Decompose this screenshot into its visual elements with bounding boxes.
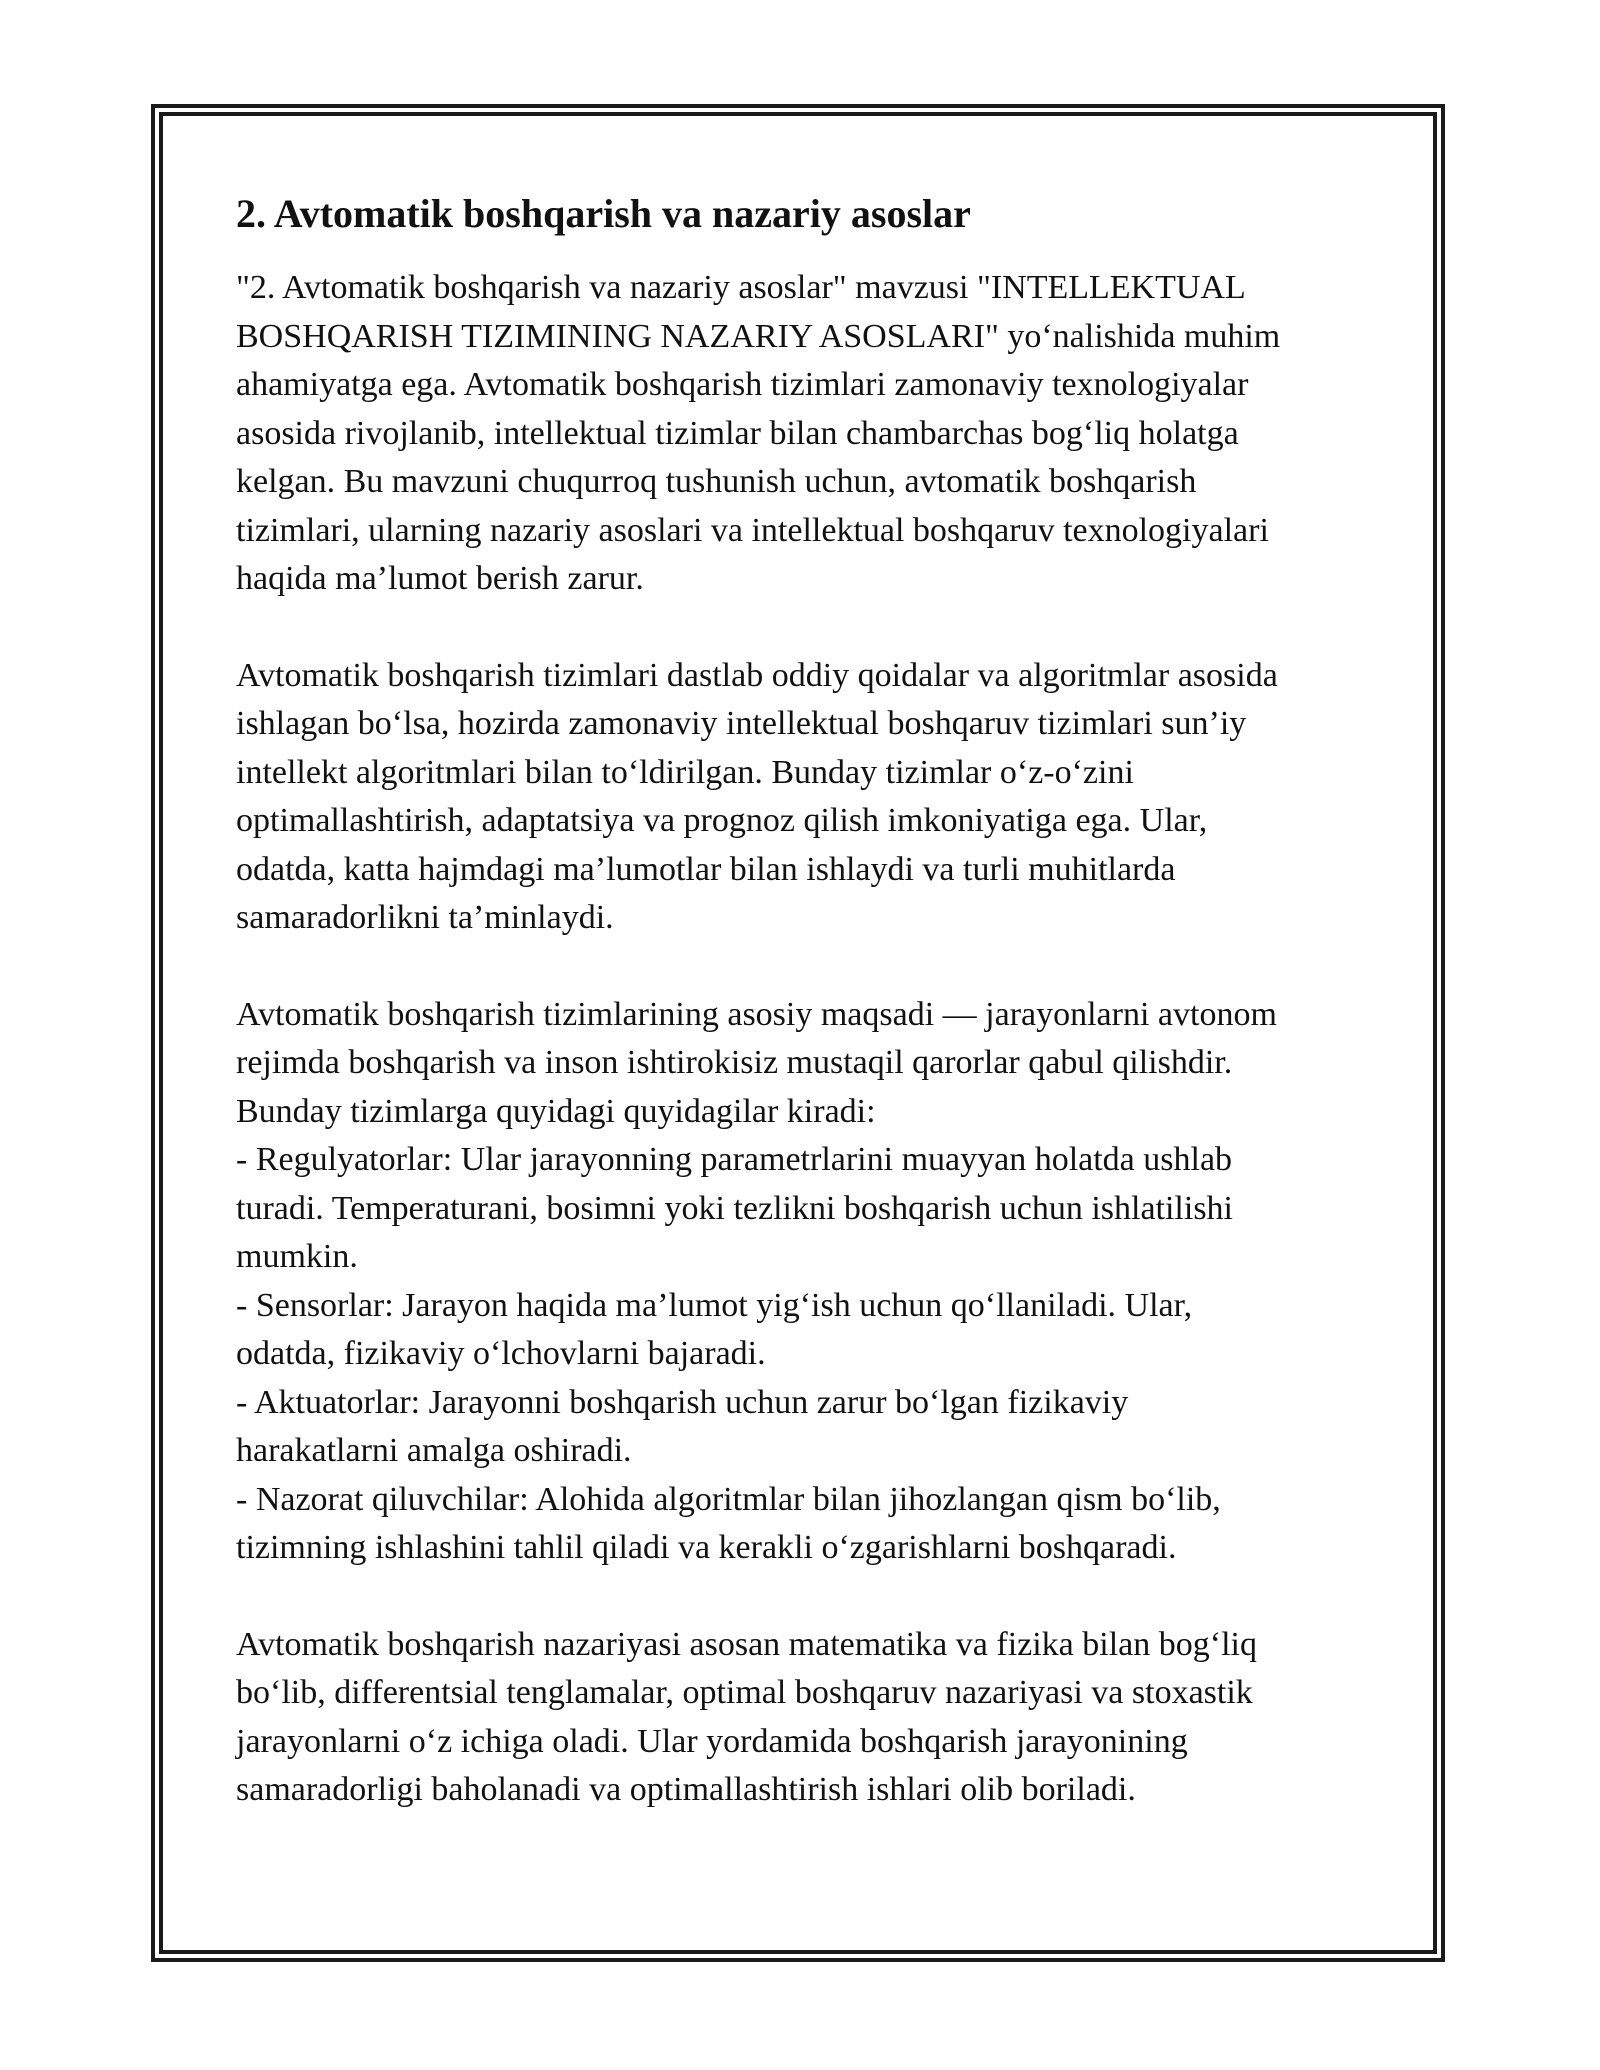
text-line: Bunday tizimlarga quyidagi quyidagilar kiradi: [236,1092,876,1130]
text-line: - Regulyatorlar: Ular jarayonning parametrlarini muayyan holatda ushlab [236,1141,1233,1178]
text-line: asosida rivojlanib, intellektual tizimlar bilan chambarchas bog‘liq holatga [236,414,1239,452]
paragraph-3 [236,991,1376,1573]
text-line: BOSHQARISH TIZIMINING NAZARIY ASOSLARI" yo‘nalishida muhim [236,317,1281,355]
text-line: odatda, fizikaviy o‘lchovlarni bajaradi. [236,1335,766,1372]
document-body [236,186,1376,1863]
text-line: Avtomatik boshqarish tizimlarining asosiy maqsadi — jarayonlarni avtonom [236,995,1277,1033]
text-line: mumkin. [236,1238,358,1275]
text-line: samaradorlikni ta’minlaydi. [236,899,614,936]
text-line: bo‘lib, differentsial tenglamalar, optimal boshqaruv nazariyasi va stoxastik [236,1674,1253,1711]
text-line: optimallashtirish, adaptatsiya va prognoz qilish imkoniyatiga ega. Ular, [236,802,1208,839]
text-line: rejimda boshqarish va inson ishtirokisiz mustaqil qarorlar qabul qilishdir. [236,1044,1233,1081]
text-line: Avtomatik boshqarish nazariyasi asosan matematika va fizika bilan bog‘liq [236,1625,1257,1663]
paragraph-2 [236,652,1376,943]
text-line: odatda, katta hajmdagi ma’lumotlar bilan ishlaydi va turli muhitlarda [236,850,1176,888]
text-line: ahamiyatga ega. Avtomatik boshqarish tizimlari zamonaviy texnologiyalar [236,366,1249,403]
text-line: tizimlari, ularning nazariy asoslari va intellektual boshqaruv texnologiyalari [236,511,1269,549]
text-line: - Sensorlar: Jarayon haqida ma’lumot yig‘ish uchun qo‘llaniladi. Ular, [236,1286,1193,1324]
text-line: intellekt algoritmlari bilan to‘ldirilgan. Bunday tizimlar o‘z-o‘zini [236,753,1134,791]
text-line: - Nazorat qiluvchilar: Alohida algoritmlar bilan jihozlangan qism bo‘lib, [236,1480,1221,1518]
text-line: - Aktuatorlar: Jarayonni boshqarish uchun zarur bo‘lgan fizikaviy [236,1383,1129,1421]
text-line: turadi. Temperaturani, bosimni yoki tezlikni boshqarish uchun ishlatilishi [236,1189,1234,1227]
text-line: samaradorligi baholanadi va optimallashtirish ishlari olib boriladi. [236,1771,1136,1808]
text-line: jarayonlarni o‘z ichiga oladi. Ular yordamida boshqarish jarayonining [236,1722,1188,1760]
text-line: harakatlarni amalga oshiradi. [236,1432,632,1469]
text-line: ishlagan bo‘lsa, hozirda zamonaviy intellektual boshqaruv tizimlari sun’iy [236,705,1247,742]
section-heading: 2. Avtomatik boshqarish va nazariy asoslar [236,191,971,236]
text-line: tizimning ishlashini tahlil qiladi va kerakli o‘zgarishlarni boshqaradi. [236,1529,1177,1566]
paragraphs-container [236,264,1376,1815]
text-line: haqida ma’lumot berish zarur. [236,560,644,597]
text-line: kelgan. Bu mavzuni chuqurroq tushunish uchun, avtomatik boshqarish [236,463,1197,500]
text-line: "2. Avtomatik boshqarish va nazariy asoslar" mavzusi "INTELLEKTUAL [236,269,1246,306]
paragraph-4 [236,1621,1376,1815]
paragraph-1 [236,264,1376,604]
text-line: Avtomatik boshqarish tizimlari dastlab oddiy qoidalar va algoritmlar asosida [236,656,1278,694]
